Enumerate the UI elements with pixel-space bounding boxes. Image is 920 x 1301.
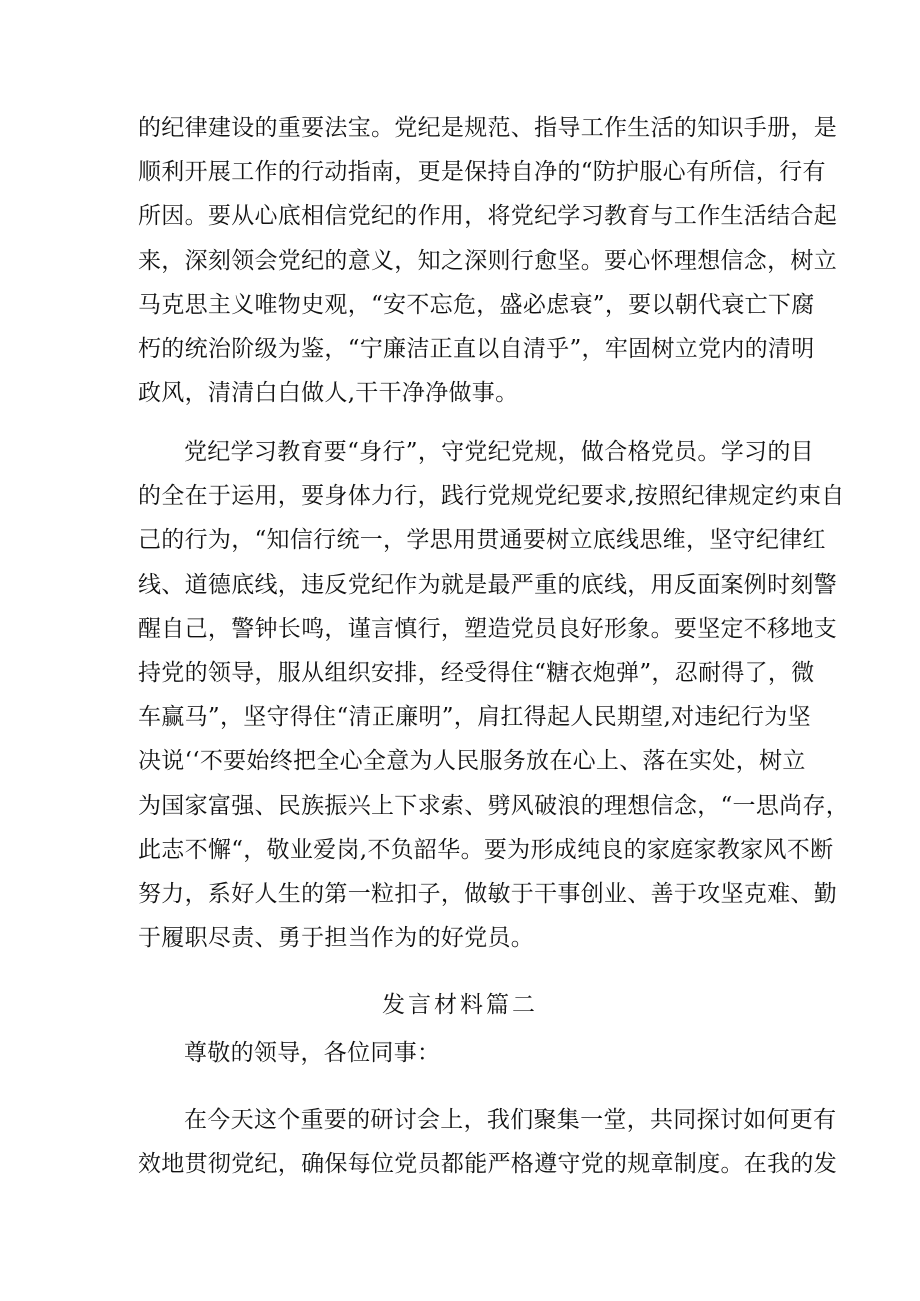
text-line: 所因。要从心底相信党纪的作用，将党纪学习教育与工作生活结合起 — [138, 203, 837, 230]
text-line: 努力，系好人生的第一粒扣子，做敏于干事创业、善于攻坚克难、勤 — [138, 881, 837, 908]
section-heading: 发言材料篇二 — [382, 992, 538, 1018]
text-line: 车赢马”，坚守得住“清正廉明”，肩扛得起人民期望,对违纪行为坚 — [138, 704, 811, 731]
text-line: 顺利开展工作的行动指南，更是保持自净的“防护服心有所信，行有 — [138, 159, 826, 186]
paragraph-2 — [138, 430, 850, 960]
text-line: 为国家富强、民族振兴上下求索、劈风破浪的理想信念，“一思尚存， — [138, 792, 850, 819]
text-line: 持党的领导，服从组织安排，经受得住“糖衣炮弹”，忍耐得了，微 — [138, 660, 815, 687]
text-line: 此志不懈“，敬业爱岗,不负韶华。要为形成纯良的家庭家教家风不断 — [138, 836, 834, 863]
text-line: 朽的统治阶级为鉴，“宁廉洁正直以自清乎”，牢固树立党内的清明 — [138, 336, 815, 363]
salutation — [138, 1031, 798, 1075]
text-line: 己的行为，“知信行统一，学思用贯通要树立底线思维，坚守纪律红 — [138, 527, 826, 554]
salutation-text: 尊敬的领导，各位同事： — [184, 1040, 441, 1066]
text-line: 政风，清清白白做人,干干净净做事。 — [138, 380, 519, 407]
text-line: 线、道德底线，违反党纪作为就是最严重的底线，用反面案例时刻警 — [138, 571, 837, 598]
text-line: 来，深刻领会党纪的意义，知之深则行愈坚。要心怀理想信念，树立 — [138, 247, 837, 274]
text-line: 的全在于运用，要身体力行，践行党规党纪要求,按照纪律规定约束自 — [138, 483, 845, 510]
text-line: 于履职尽责、勇于担当作为的好党员。 — [138, 925, 535, 952]
text-line: 党纪学习教育要“身行”，守党纪党规，做合格党员。学习的目 — [184, 439, 814, 465]
paragraph-1 — [138, 106, 837, 415]
text-line-first — [138, 1031, 798, 1075]
text-line-first — [138, 1098, 837, 1142]
text-line: 醒自己，警钟长鸣，谨言慎行，塑造党员良好形象。要坚定不移地支 — [138, 615, 837, 642]
text-line: 在今天这个重要的研讨会上，我们聚集一堂，共同探讨如何更有 — [184, 1107, 837, 1133]
text-line: 效地贯彻党纪，确保每位党员都能严格遵守党的规章制度。在我的发 — [138, 1151, 837, 1178]
paragraph-3 — [138, 1098, 837, 1186]
text-line: 决说‘‘不要始终把全心全意为人民服务放在心上、落在实处，树立 — [138, 748, 806, 775]
text-line-first — [138, 430, 814, 474]
text-line: 马克思主义唯物史观，“安不忘危，盛必虑衰”，要以朝代衰亡下腐 — [138, 291, 815, 318]
text-line: 的纪律建设的重要法宝。党纪是规范、指导工作生活的知识手册，是 — [138, 115, 837, 141]
